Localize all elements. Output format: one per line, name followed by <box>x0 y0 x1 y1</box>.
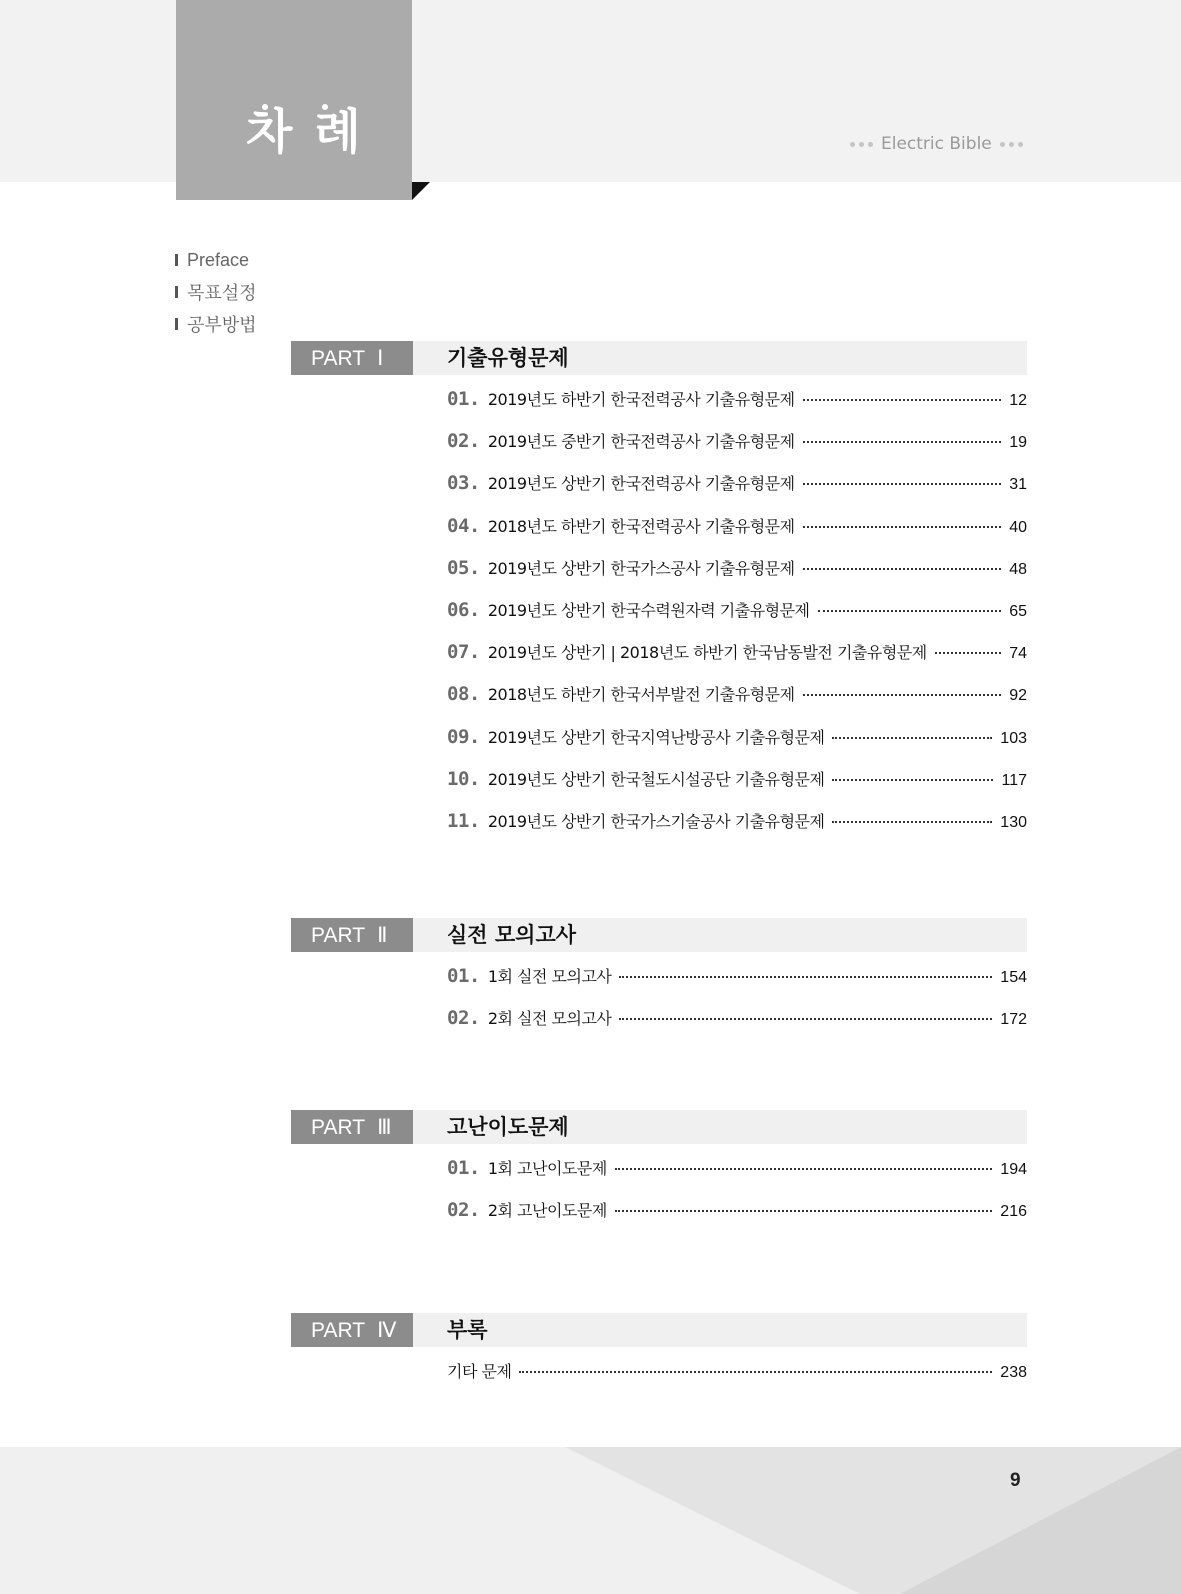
part-numeral: Ⅳ <box>377 1318 397 1342</box>
toc-entry[interactable] <box>447 598 1027 640</box>
part-word: PART <box>311 347 366 370</box>
entry-text: 2019년도 중반기 한국전력공사 기출유형문제 <box>487 432 795 452</box>
entry-page: 216 <box>1000 1203 1027 1221</box>
dot-leader <box>803 483 1002 485</box>
dot-leader <box>832 779 993 781</box>
entry-page: 238 <box>1000 1364 1027 1381</box>
part-word: PART <box>311 924 366 947</box>
dot-leader <box>832 821 992 823</box>
toc-title-block <box>176 0 412 200</box>
entry-text: 1회 실전 모의고사 <box>487 967 612 986</box>
entry-list <box>447 1359 1027 1401</box>
entry-page: 194 <box>1000 1161 1027 1178</box>
dot-leader <box>803 568 1002 570</box>
entry-text: 2018년도 하반기 한국전력공사 기출유형문제 <box>487 516 795 536</box>
entry-page: 48 <box>1009 560 1027 578</box>
part-label <box>291 341 413 375</box>
entry-page: 31 <box>1009 476 1027 494</box>
dot-leader <box>519 1371 992 1373</box>
part-header <box>291 918 1027 952</box>
entry-text: 2019년도 상반기 한국전력공사 기출유형문제 <box>487 474 795 494</box>
entry-page: 117 <box>1001 771 1027 789</box>
entry-page: 103 <box>1000 729 1027 747</box>
title-char: 차 <box>246 104 315 160</box>
dot-leader <box>803 526 1002 528</box>
toc-entry[interactable] <box>447 1198 1027 1240</box>
entry-number: 09. <box>447 725 480 748</box>
part-label <box>291 1110 413 1144</box>
part-numeral: Ⅲ <box>377 1115 392 1139</box>
title-char: 례 <box>314 104 383 160</box>
entry-text: 2019년도 상반기 한국가스공사 기출유형문제 <box>487 558 795 578</box>
entry-number: 03. <box>447 472 480 495</box>
toc-entry[interactable] <box>447 725 1027 767</box>
entry-text: 1회 고난이도문제 <box>487 1159 607 1178</box>
entry-page: 65 <box>1009 602 1027 620</box>
entry-number: 02. <box>447 430 480 453</box>
part-1 <box>291 341 1027 832</box>
toc-entry[interactable] <box>447 1006 1027 1048</box>
page-number: 9 <box>1010 1470 1021 1491</box>
front-matter-label: 목표설정 <box>187 283 257 303</box>
entry-number: 01. <box>447 388 480 410</box>
part-4 <box>291 1313 1027 1381</box>
toc-entry[interactable] <box>447 964 1027 1006</box>
part-label <box>291 918 413 952</box>
entry-text: 2회 고난이도문제 <box>487 1201 607 1221</box>
entry-number: 05. <box>447 556 480 579</box>
entry-number: 10. <box>447 767 480 790</box>
dot-leader <box>803 441 1002 443</box>
part-word: PART <box>311 1319 366 1342</box>
corner-triangle-icon <box>412 182 430 200</box>
part-3 <box>291 1110 1027 1222</box>
front-matter-item[interactable] <box>175 244 257 276</box>
entry-number: 02. <box>447 1199 480 1222</box>
dot-leader <box>935 652 1001 654</box>
footer-band <box>0 1447 1181 1594</box>
toc-title <box>246 104 383 160</box>
entry-list <box>447 1156 1027 1240</box>
entry-text: 2019년도 상반기 한국수력원자력 기출유형문제 <box>487 600 810 620</box>
toc-entry[interactable] <box>447 809 1027 851</box>
entry-page: 19 <box>1009 434 1027 452</box>
bar-icon <box>175 286 178 298</box>
toc-entry[interactable] <box>447 767 1027 809</box>
part-header <box>291 1313 1027 1347</box>
bar-icon <box>175 254 178 266</box>
brand-text: Electric Bible <box>881 134 992 154</box>
dot-leader <box>619 976 992 978</box>
dot-leader <box>818 610 1002 612</box>
entry-page: 130 <box>1000 813 1027 831</box>
dots-icon <box>850 142 873 147</box>
toc-entry[interactable] <box>447 429 1027 471</box>
entry-text: 2019년도 상반기 한국지역난방공사 기출유형문제 <box>487 727 825 747</box>
part-numeral: Ⅱ <box>377 923 388 947</box>
dot-leader <box>803 694 1002 696</box>
part-title: 실전 모의고사 <box>447 923 577 947</box>
entry-number: 06. <box>447 598 480 621</box>
entry-text: 2019년도 상반기 한국철도시설공단 기출유형문제 <box>487 769 825 789</box>
part-title: 기출유형문제 <box>447 346 569 370</box>
entry-text: 2019년도 상반기 | 2018년도 하반기 한국남동발전 기출유형문제 <box>487 643 927 663</box>
entry-number: 01. <box>447 1157 480 1179</box>
entry-page: 40 <box>1009 518 1027 536</box>
part-header <box>291 341 1027 375</box>
toc-entry[interactable] <box>447 640 1027 682</box>
dot-leader <box>832 737 992 739</box>
entry-number: 02. <box>447 1007 480 1030</box>
front-matter-item[interactable] <box>175 276 257 308</box>
entry-number: 08. <box>447 683 480 706</box>
entry-text: 2019년도 하반기 한국전력공사 기출유형문제 <box>487 390 795 409</box>
part-2 <box>291 918 1027 1030</box>
toc-entry[interactable] <box>447 682 1027 724</box>
entry-page: 12 <box>1009 392 1027 409</box>
bar-icon <box>175 318 178 330</box>
toc-entry[interactable] <box>447 387 1027 429</box>
entry-text: 2회 실전 모의고사 <box>487 1009 612 1029</box>
front-matter-item[interactable] <box>175 308 257 340</box>
entry-page: 172 <box>1000 1011 1027 1029</box>
dot-leader <box>619 1018 992 1020</box>
toc-entry[interactable] <box>447 1359 1027 1401</box>
dot-leader <box>803 399 1002 401</box>
dots-icon <box>1000 142 1023 147</box>
entry-list <box>447 387 1027 851</box>
footer-shapes <box>0 1447 1181 1594</box>
brand-tag <box>850 134 1023 154</box>
part-numeral: Ⅰ <box>377 346 384 370</box>
toc-entry[interactable] <box>447 514 1027 556</box>
front-matter-label: Preface <box>187 249 250 270</box>
entry-text: 2018년도 하반기 한국서부발전 기출유형문제 <box>487 685 795 705</box>
part-label <box>291 1313 413 1347</box>
part-title: 고난이도문제 <box>447 1115 569 1139</box>
entry-text: 기타 문제 <box>447 1362 512 1381</box>
entry-page: 74 <box>1009 645 1027 663</box>
entry-number: 04. <box>447 514 480 537</box>
entry-number: 07. <box>447 641 480 664</box>
dot-leader <box>615 1210 993 1212</box>
entry-number: 01. <box>447 965 480 987</box>
entry-page: 154 <box>1000 969 1027 986</box>
part-word: PART <box>311 1116 366 1139</box>
part-header <box>291 1110 1027 1144</box>
entry-text: 2019년도 상반기 한국가스기술공사 기출유형문제 <box>487 811 825 831</box>
dot-leader <box>615 1168 993 1170</box>
entry-page: 92 <box>1009 687 1027 705</box>
front-matter-label: 공부방법 <box>187 315 257 335</box>
front-matter-list <box>175 244 257 340</box>
entry-number: 11. <box>447 809 480 832</box>
part-title: 부록 <box>447 1318 488 1342</box>
toc-entry[interactable] <box>447 471 1027 513</box>
entry-list <box>447 964 1027 1048</box>
toc-entry[interactable] <box>447 1156 1027 1198</box>
toc-entry[interactable] <box>447 556 1027 598</box>
